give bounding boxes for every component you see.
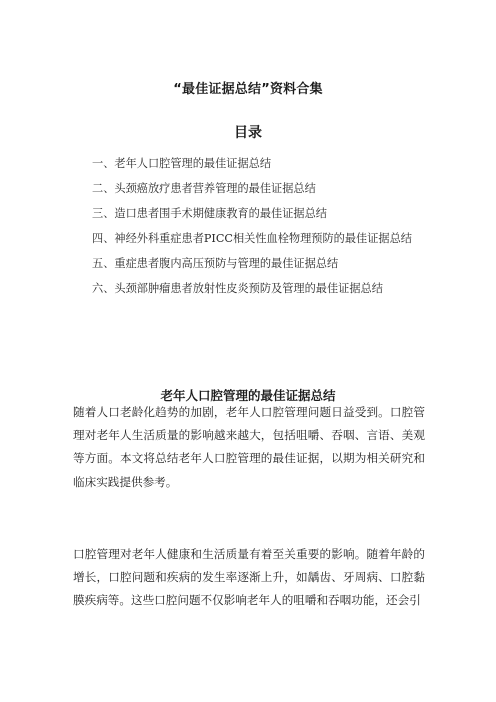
table-of-contents — [73, 151, 433, 301]
body-paragraph-2: 口腔管理对老年人健康和生活质量有着至关重要的影响。随着年龄的增长，口腔问题和疾病的发生率逐渐上升，如龋齿、牙周病、口腔黏膜疾病等。这些口腔问题不仅影响老年人的咀嚼和吞咽功能，还会引 — [73, 547, 425, 608]
toc-item-6[interactable]: 六、头颈部肿瘤患者放射性皮炎预防及管理的最佳证据总结 — [92, 282, 383, 295]
toc-item-4[interactable] — [73, 226, 433, 251]
document-title: “最佳证据总结”资料合集 — [173, 82, 323, 97]
toc-item-2[interactable]: 二、头颈癌放疗患者营养管理的最佳证据总结 — [92, 182, 316, 195]
body-paragraph-1: 随着人口老龄化趋势的加剧，老年人口腔管理问题日益受到。口腔管理对老年人生活质量的影响越来越大，包括咀嚼、吞咽、言语、美观等方面。本文将总结老年人口腔管理的最佳证据，以期为相关研究和临床实践提供参考。 — [73, 405, 425, 489]
toc-item-5[interactable]: 五、重症患者腹内高压预防与管理的最佳证据总结 — [92, 257, 339, 270]
section-heading: 老年人口腔管理的最佳证据总结 — [160, 388, 336, 403]
toc-item-3[interactable]: 三、造口患者围手术期健康教育的最佳证据总结 — [92, 207, 327, 220]
toc-item-4-text: 四、神经外科重症患者PICC相关性血栓物理预防的最佳证据总结 — [92, 232, 412, 245]
toc-heading: 目录 — [234, 125, 262, 141]
toc-item-1[interactable]: 一、老年人口腔管理的最佳证据总结 — [92, 157, 272, 170]
